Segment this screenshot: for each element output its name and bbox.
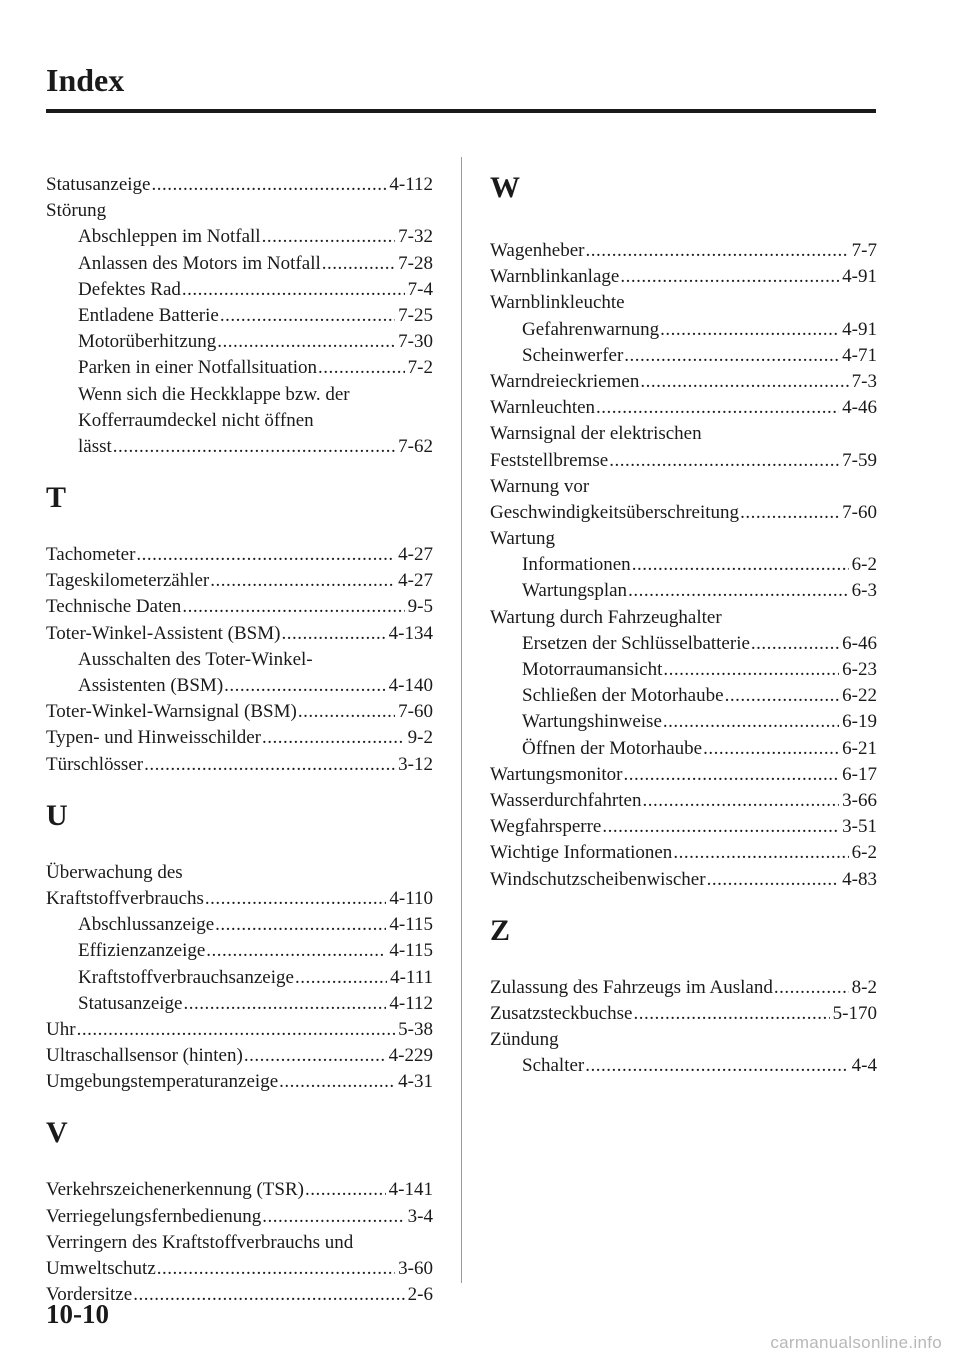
entry-label: Geschwindigkeitsüberschreitung (490, 501, 740, 523)
index-entry-text: Überwachung des (46, 861, 183, 883)
index-subentry (490, 552, 877, 578)
dot-leader (133, 1282, 404, 1308)
entry-page-ref: 7-32 (398, 226, 433, 248)
index-entry (46, 886, 433, 912)
entry-label: Abschlussanzeige (78, 914, 215, 936)
dot-leader (640, 369, 848, 395)
entry-label: Toter-Winkel-Warnsignal (BSM) (46, 701, 297, 723)
index-entry (46, 699, 433, 725)
entry-label: Feststellbremse (490, 449, 609, 471)
entry-label: Typen- und Hinweisschilder (46, 727, 262, 749)
dot-leader (632, 552, 849, 578)
section-letter: V (46, 1116, 68, 1150)
entry-page-ref: 4-141 (388, 1179, 433, 1201)
entry-label: Warnleuchten (490, 397, 596, 419)
entry-label: Wartungsplan (522, 580, 628, 602)
index-entry-text: Zündung (490, 1029, 559, 1051)
dot-leader (660, 317, 839, 343)
entry-label: Wagenheber (490, 240, 585, 261)
dot-leader (596, 395, 839, 421)
entry-page-ref: 7-28 (398, 252, 433, 274)
entry-page-ref: 6-46 (842, 632, 877, 654)
entry-label: Assistenten (BSM) (78, 675, 224, 696)
dot-leader (663, 709, 839, 735)
dot-leader (113, 434, 395, 460)
entry-label: Motorraumansicht (522, 659, 663, 680)
entry-label: Tachometer (46, 544, 136, 566)
entry-page-ref: 2-6 (407, 1284, 433, 1306)
entry-label: lässt (78, 435, 112, 457)
index-subentry (490, 709, 877, 735)
index-subentry (490, 736, 877, 762)
entry-label: Zusatzsteckbuchse (490, 1002, 633, 1024)
dot-leader (136, 542, 395, 568)
index-entry (490, 975, 877, 1001)
index-subentry (46, 329, 433, 355)
entry-page-ref: 7-2 (407, 357, 433, 379)
index-entry (490, 814, 877, 840)
entry-label: Informationen (522, 554, 631, 576)
index-entry (490, 448, 877, 474)
entry-page-ref: 4-111 (390, 966, 433, 988)
index-entry (46, 1256, 433, 1282)
dot-leader (318, 355, 405, 381)
dot-leader (262, 725, 405, 751)
entry-page-ref: 6-2 (851, 554, 877, 576)
index-entry (46, 172, 433, 198)
section-letter: T (46, 481, 67, 515)
entry-label: Schließen der Motorhaube (522, 685, 724, 707)
entry-page-ref: 4-112 (389, 992, 433, 1014)
index-entry (46, 568, 433, 594)
index-subentry (490, 1053, 877, 1079)
index-column-left (46, 172, 433, 1308)
entry-label: Verriegelungsfernbedienung (46, 1205, 262, 1227)
entry-label: Wartungshinweise (522, 711, 662, 733)
entry-page-ref: 9-5 (407, 596, 433, 618)
entry-label: Warndreieckriemen (490, 370, 640, 392)
dot-leader (279, 1069, 395, 1095)
entry-label: Wichtige Informationen (490, 842, 673, 864)
index-entry (490, 788, 877, 814)
index-subentry (46, 434, 433, 460)
entry-page-ref: 7-60 (842, 501, 877, 523)
section-letter: W (490, 171, 520, 204)
entry-page-ref: 7-59 (842, 449, 877, 471)
entry-page-ref: 6-21 (842, 737, 877, 759)
index-subentry (46, 965, 433, 991)
dot-leader (725, 683, 840, 709)
entry-label: Wasserdurchfahrten (490, 789, 642, 811)
entry-label: Wartungsmonitor (490, 763, 623, 785)
dot-leader (707, 867, 840, 893)
dot-leader (144, 752, 395, 778)
dot-leader (628, 578, 849, 604)
entry-label: Kraftstoffverbrauchs (46, 887, 204, 909)
index-entry (490, 840, 877, 866)
index-entry-text: Wartung (490, 528, 555, 550)
entry-page-ref: 4-27 (398, 570, 433, 592)
index-entry-text: Störung (46, 200, 107, 222)
entry-page-ref: 4-91 (842, 318, 877, 340)
entry-page-ref: 6-2 (851, 842, 877, 864)
entry-page-ref: 4-115 (389, 914, 433, 936)
index-entry (490, 500, 877, 526)
index-subentry (490, 578, 877, 604)
entry-page-ref: 4-229 (388, 1045, 433, 1067)
dot-leader (298, 699, 395, 725)
entry-page-ref: 4-110 (389, 887, 433, 909)
index-subentry-text: Kofferraumdeckel nicht öffnen (78, 409, 314, 431)
index-entry (490, 369, 877, 395)
entry-page-ref: 6-22 (842, 685, 877, 707)
dot-leader (262, 224, 396, 250)
index-entry (46, 752, 433, 778)
entry-label: Effizienzanzeige (78, 940, 206, 962)
entry-page-ref: 6-19 (842, 711, 877, 733)
header-rule (46, 109, 876, 113)
dot-leader (673, 840, 848, 866)
entry-page-ref: 4-83 (842, 868, 877, 890)
entry-label: Türschlösser (46, 753, 144, 775)
entry-label: Uhr (46, 1018, 76, 1040)
index-subentry (46, 251, 433, 277)
page-number: 10-10 (46, 1299, 109, 1329)
dot-leader (751, 631, 839, 657)
entry-page-ref: 7-3 (851, 370, 877, 392)
section-letter: U (46, 798, 68, 832)
dot-leader (624, 343, 839, 369)
dot-leader (182, 277, 405, 303)
entry-page-ref: 4-4 (851, 1055, 877, 1077)
index-entry (46, 1069, 433, 1095)
entry-page-ref: 3-51 (842, 816, 877, 838)
entry-page-ref: 4-46 (842, 397, 877, 419)
dot-leader (740, 500, 839, 526)
entry-page-ref: 4-112 (389, 174, 433, 195)
entry-label: Schalter (522, 1055, 585, 1077)
entry-page-ref: 9-2 (407, 727, 433, 749)
entry-page-ref: 4-27 (398, 544, 433, 566)
entry-label: Öffnen der Motorhaube (522, 737, 703, 759)
entry-label: Wegfahrsperre (490, 816, 602, 838)
dot-leader (262, 1204, 404, 1230)
entry-label: Windschutzscheibenwischer (490, 868, 706, 890)
entry-label: Parken in einer Notfallsituation (78, 357, 318, 379)
column-divider (461, 157, 462, 1283)
entry-label: Toter-Winkel-Assistent (BSM) (46, 622, 281, 644)
entry-page-ref: 4-31 (398, 1071, 433, 1093)
entry-label: Entladene Batterie (78, 304, 219, 326)
watermark: carmanualsonline.info (770, 1333, 942, 1352)
dot-leader (295, 965, 387, 991)
dot-leader (220, 303, 395, 329)
entry-page-ref: 3-60 (398, 1258, 433, 1279)
index-subentry (46, 355, 433, 381)
entry-label: Vordersitze (46, 1284, 133, 1306)
dot-leader (206, 938, 386, 964)
dot-leader (322, 251, 395, 277)
dot-leader (624, 762, 840, 788)
entry-page-ref: 4-115 (389, 940, 433, 962)
dot-leader (642, 788, 839, 814)
entry-page-ref: 8-2 (851, 976, 877, 998)
entry-page-ref: 6-17 (842, 763, 877, 785)
index-entry (46, 1204, 433, 1230)
entry-label: Technische Daten (46, 596, 182, 618)
dot-leader (585, 1053, 848, 1079)
entry-page-ref: 7-60 (398, 701, 433, 723)
index-subentry-text: Wenn sich die Heckklappe bzw. der (78, 383, 350, 405)
dot-leader (663, 657, 839, 683)
index-entry (490, 762, 877, 788)
dot-leader (774, 975, 849, 1001)
index-entry-text: Wartung durch Fahrzeughalter (490, 606, 722, 628)
entry-page-ref: 6-3 (851, 580, 877, 602)
dot-leader (215, 912, 386, 938)
entry-page-ref: 7-25 (398, 304, 433, 326)
dot-leader (305, 1177, 386, 1203)
section-letter: Z (490, 913, 511, 947)
entry-page-ref: 4-91 (842, 266, 877, 288)
index-subentry (490, 657, 877, 683)
dot-leader (633, 1001, 829, 1027)
entry-label: Umweltschutz (46, 1258, 156, 1279)
entry-label: Ultraschallsensor (hinten) (46, 1045, 243, 1067)
dot-leader (224, 673, 386, 699)
index-subentry (490, 683, 877, 709)
entry-label: Statusanzeige (78, 992, 183, 1014)
entry-page-ref: 7-4 (407, 278, 433, 300)
index-entry-text: Warnsignal der elektrischen (490, 423, 702, 445)
dot-leader (703, 736, 839, 762)
entry-label: Zulassung des Fahrzeugs im Ausland (490, 976, 773, 998)
dot-leader (205, 886, 386, 912)
entry-page-ref: 4-140 (388, 675, 433, 696)
index-subentry (490, 631, 877, 657)
entry-label: Motorüberhitzung (78, 331, 217, 353)
dot-leader (244, 1043, 386, 1069)
index-entry (46, 1177, 433, 1203)
index-entry (490, 395, 877, 421)
entry-label: Warnblinkanlage (490, 266, 620, 288)
index-entry-text: Warnung vor (490, 475, 590, 497)
entry-page-ref: 3-4 (407, 1205, 433, 1227)
index-subentry (46, 224, 433, 250)
index-subentry (46, 673, 433, 699)
dot-leader (183, 991, 386, 1017)
index-subentry (46, 277, 433, 303)
index-subentry (46, 938, 433, 964)
dot-leader (151, 172, 386, 198)
index-entry-text: Verringern des Kraftstoffverbrauchs und (46, 1231, 354, 1253)
index-entry (490, 867, 877, 893)
entry-label: Defektes Rad (78, 278, 181, 300)
page-title: Index (46, 62, 125, 98)
entry-page-ref: 5-38 (398, 1018, 433, 1040)
index-subentry (46, 303, 433, 329)
dot-leader (77, 1017, 396, 1043)
index-entry-text: Warnblinkleuchte (490, 292, 625, 314)
dot-leader (182, 594, 404, 620)
dot-leader (157, 1256, 395, 1282)
entry-label: Gefahrenwarnung (522, 318, 660, 340)
entry-page-ref: 7-62 (398, 435, 433, 457)
dot-leader (210, 568, 395, 594)
index-subentry (46, 912, 433, 938)
entry-page-ref: 3-66 (842, 789, 877, 811)
entry-label: Umgebungstemperaturanzeige (46, 1071, 279, 1093)
index-subentry (490, 343, 877, 369)
dot-leader (217, 329, 395, 355)
index-subentry (46, 991, 433, 1017)
dot-leader (281, 621, 385, 647)
index-entry (46, 621, 433, 647)
index-entry (46, 1017, 433, 1043)
entry-page-ref: 4-134 (388, 622, 433, 644)
index-entry (46, 725, 433, 751)
dot-leader (602, 814, 839, 840)
index-entry (490, 238, 877, 264)
index-column-right (490, 168, 877, 1079)
entry-page-ref: 7-30 (398, 331, 433, 353)
dot-leader (620, 264, 839, 290)
entry-page-ref: 5-170 (832, 1002, 877, 1024)
dot-leader (585, 238, 848, 264)
entry-label: Ersetzen der Schlüsselbatterie (522, 632, 750, 654)
entry-page-ref: 7-7 (851, 240, 877, 261)
entry-page-ref: 4-71 (842, 344, 877, 366)
entry-label: Anlassen des Motors im Notfall (78, 252, 321, 274)
entry-label: Kraftstoffverbrauchsanzeige (78, 966, 294, 988)
entry-page-ref: 6-23 (842, 659, 877, 680)
index-subentry (490, 317, 877, 343)
entry-label: Verkehrszeichenerkennung (TSR) (46, 1179, 304, 1201)
entry-label: Statusanzeige (46, 174, 151, 195)
entry-label: Abschleppen im Notfall (78, 226, 261, 248)
index-entry (490, 264, 877, 290)
entry-label: Scheinwerfer (522, 344, 624, 366)
index-entry (46, 594, 433, 620)
index-entry (490, 1001, 877, 1027)
index-subentry-text: Ausschalten des Toter-Winkel- (78, 648, 313, 670)
index-entry (46, 1043, 433, 1069)
dot-leader (609, 448, 839, 474)
index-entry (46, 542, 433, 568)
entry-page-ref: 3-12 (398, 753, 433, 775)
entry-label: Tageskilometerzähler (46, 570, 210, 592)
